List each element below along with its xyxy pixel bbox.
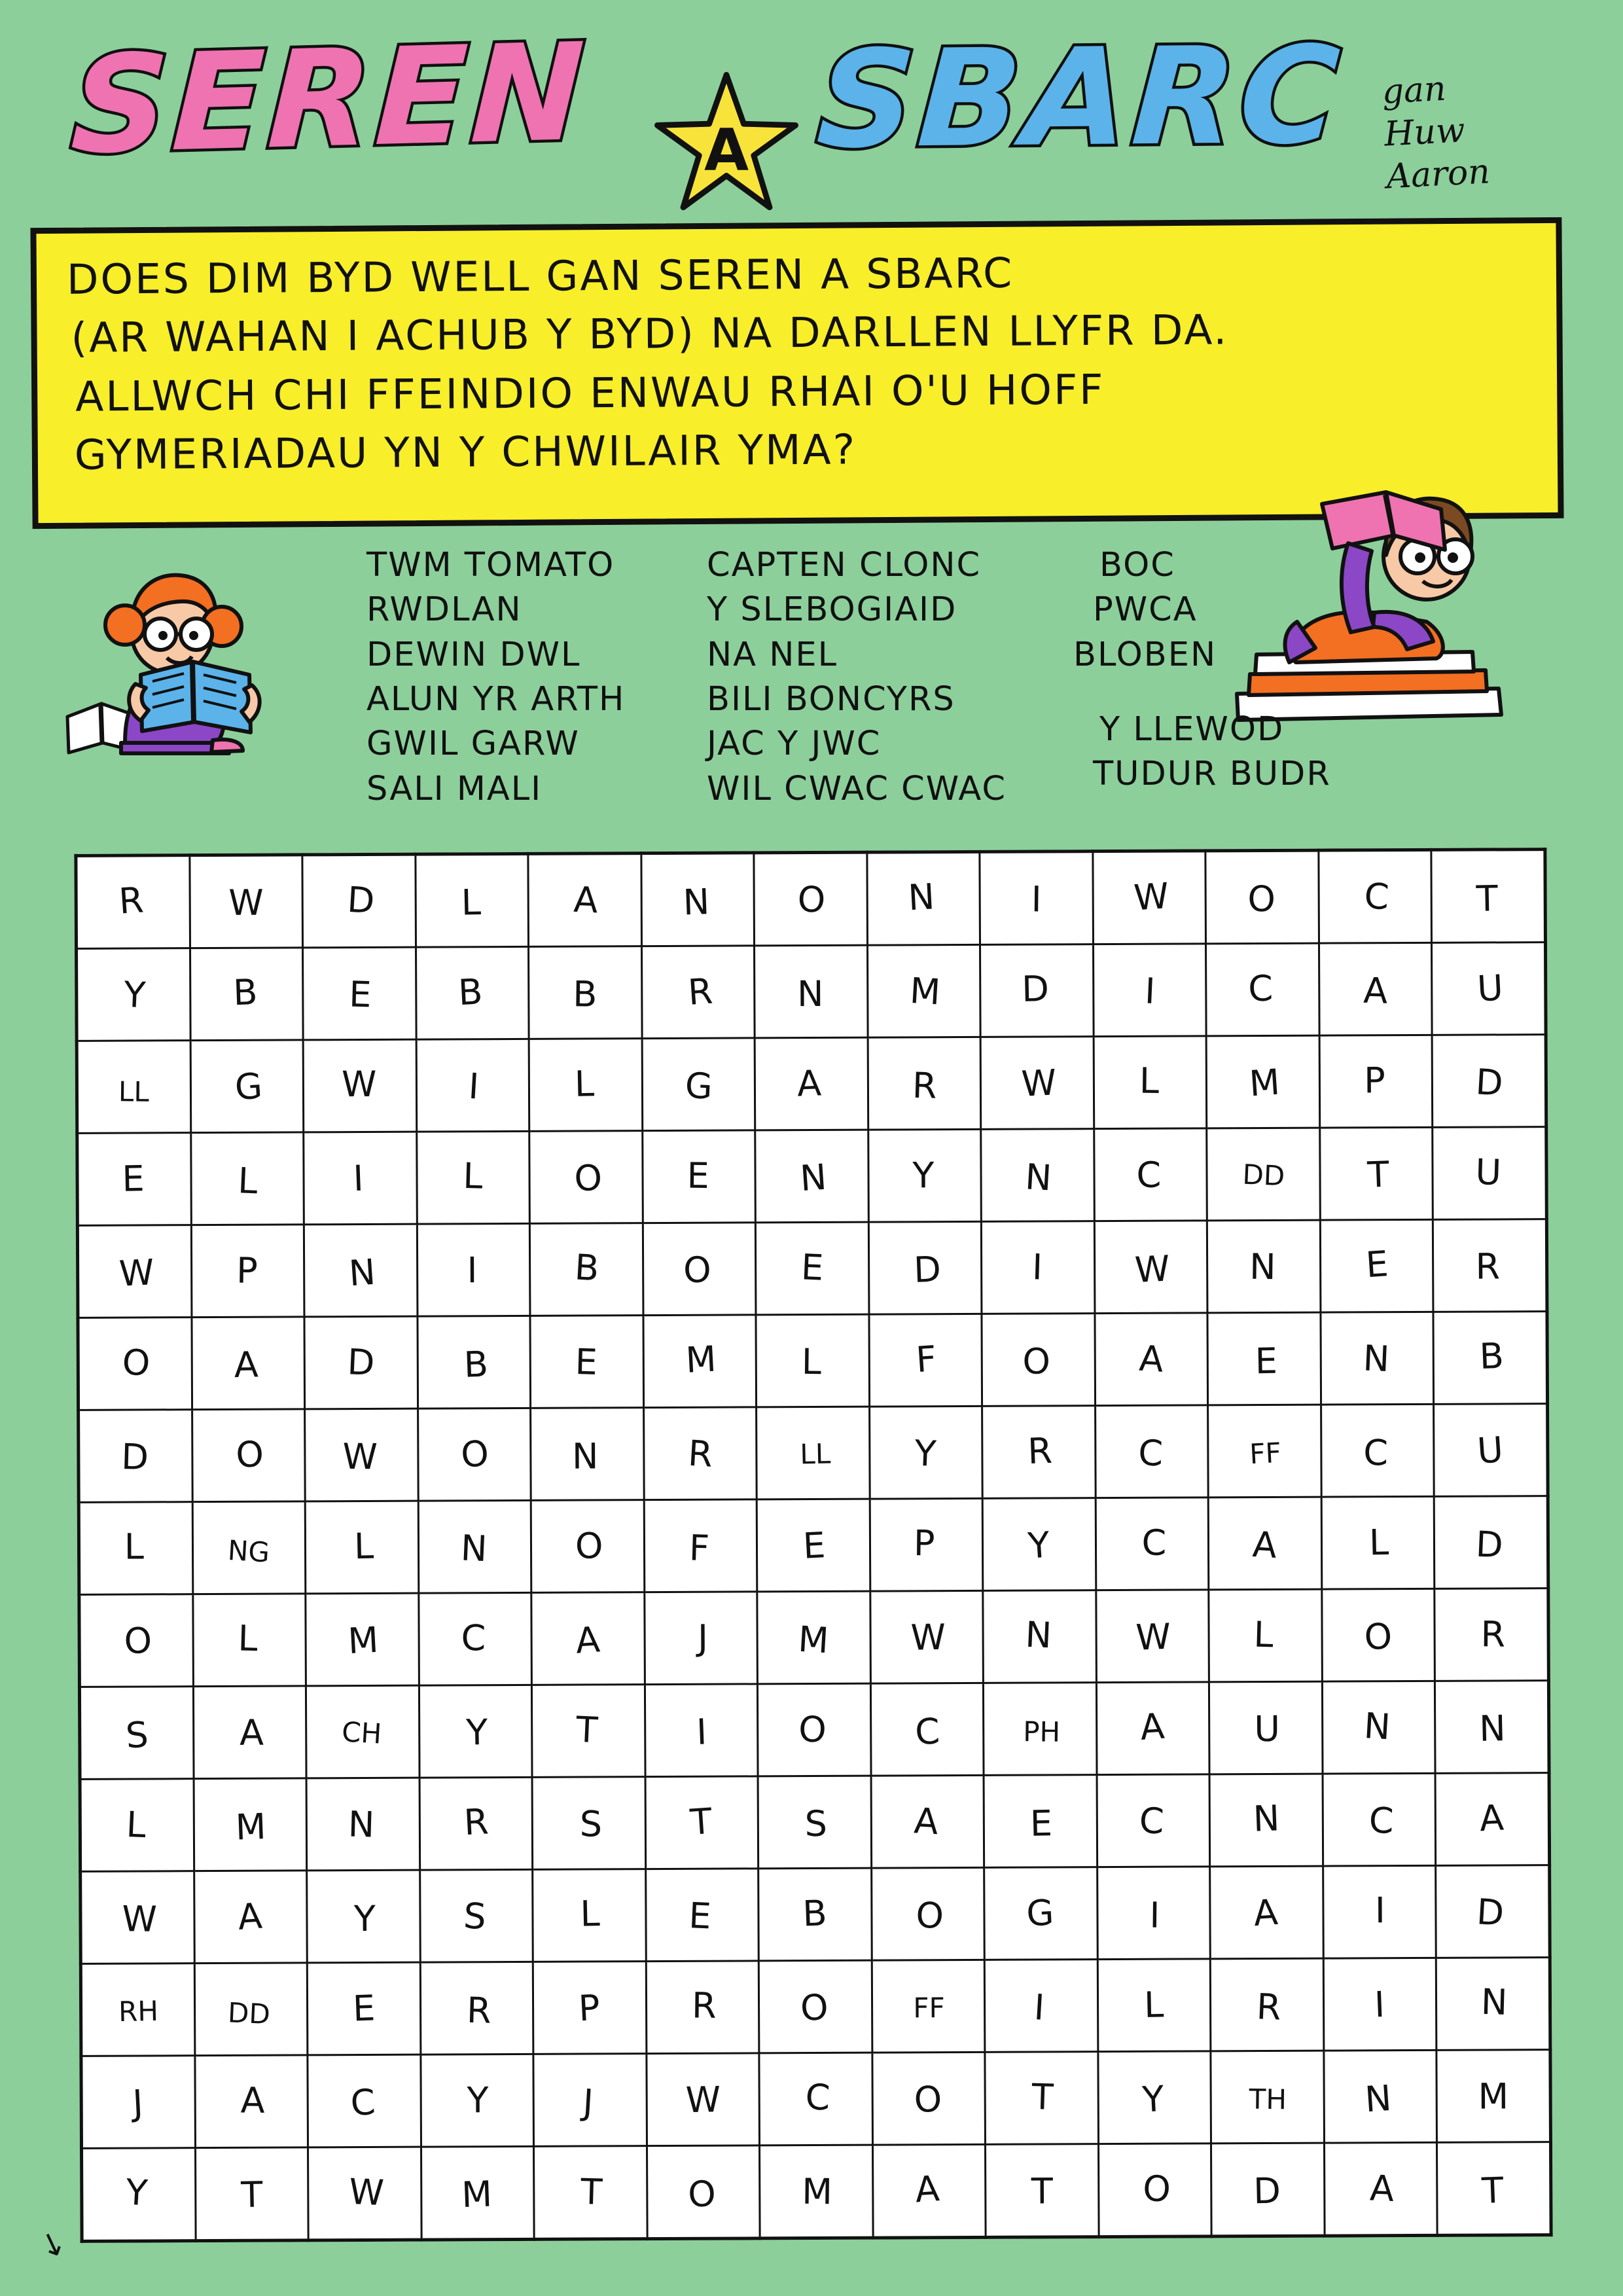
grid-cell[interactable]: N — [304, 1224, 417, 1317]
grid-cell[interactable]: J — [533, 2054, 647, 2147]
grid-cell[interactable]: R — [982, 1406, 1096, 1499]
grid-cell[interactable]: I — [304, 1132, 417, 1225]
grid-cell[interactable]: E — [756, 1222, 869, 1315]
grid-cell[interactable]: L — [1209, 1589, 1322, 1682]
grid-cell[interactable]: O — [643, 1223, 756, 1316]
word-list-item: CAPTEN CLONC — [707, 546, 982, 584]
grid-cell[interactable]: NG — [192, 1501, 306, 1594]
grid-cell[interactable]: Y — [307, 1870, 420, 1963]
grid-cell[interactable]: E — [1320, 1219, 1433, 1312]
grid-cell[interactable]: N — [755, 945, 868, 1038]
grid-cell[interactable]: F — [869, 1314, 982, 1407]
grid-cell[interactable]: I — [645, 1684, 758, 1777]
grid-cell[interactable]: PH — [984, 1683, 1097, 1776]
grid-cell[interactable]: B — [529, 946, 642, 1039]
word-list-column-3 — [1073, 543, 1331, 797]
grid-cell[interactable]: P — [191, 1225, 304, 1318]
grid-cell[interactable]: M — [421, 2146, 534, 2240]
grid-cell[interactable]: N — [1321, 1312, 1434, 1405]
grid-cell[interactable]: A — [1095, 1313, 1208, 1406]
byline-line-1: gan — [1381, 69, 1448, 112]
grid-cell[interactable]: N — [983, 1590, 1096, 1683]
grid-cell[interactable]: A — [755, 1037, 868, 1130]
grid-cell[interactable]: W — [308, 2147, 421, 2240]
grid-cell[interactable]: C — [1096, 1498, 1209, 1590]
byline-line-3: Aaron — [1385, 152, 1491, 197]
grid-cell[interactable]: A — [531, 1592, 645, 1685]
grid-cell[interactable]: I — [982, 1221, 1095, 1314]
grid-cell[interactable]: C — [418, 1592, 531, 1685]
grid-row — [79, 1681, 1549, 1780]
grid-cell[interactable]: N — [306, 1778, 419, 1871]
grid-cell[interactable]: L — [305, 1501, 418, 1594]
grid-cell[interactable]: D — [1211, 2143, 1325, 2236]
grid-cell[interactable]: L — [79, 1502, 192, 1595]
grid-cell[interactable]: D — [79, 1410, 192, 1503]
grid-cell[interactable]: A — [872, 2144, 986, 2238]
word-list-item: BILI BONCYRS — [707, 679, 955, 719]
grid-cell[interactable]: E — [303, 947, 416, 1040]
word-list-column-2 — [707, 543, 1007, 812]
byline-line-2: Huw — [1383, 111, 1466, 154]
grid-cell[interactable]: R — [1433, 1219, 1547, 1312]
grid-cell[interactable]: DD — [1207, 1128, 1320, 1221]
grid-cell[interactable]: E — [645, 1869, 758, 1962]
grid-cell[interactable]: D — [304, 1316, 418, 1409]
grid-cell[interactable]: W — [647, 2053, 760, 2146]
grid-cell[interactable]: B — [418, 1316, 531, 1408]
grid-cell[interactable]: W — [189, 855, 302, 948]
grid-cell[interactable]: A — [1096, 1682, 1209, 1775]
grid-row — [77, 1035, 1546, 1134]
grid-cell[interactable]: A — [1208, 1497, 1321, 1590]
grid-cell[interactable]: M — [306, 1593, 419, 1686]
word-search-grid — [77, 851, 1550, 2215]
footer-mark: ↘ — [33, 2221, 71, 2266]
grid-cell[interactable]: N — [1322, 1681, 1435, 1774]
grid-cell[interactable]: O — [1205, 850, 1319, 944]
grid-cell[interactable]: U — [1432, 942, 1546, 1035]
grid-cell[interactable]: A — [194, 2055, 308, 2148]
grid-cell[interactable]: I — [1323, 1865, 1436, 1958]
grid-cell[interactable]: I — [980, 852, 1093, 945]
grid-cell[interactable]: Y — [77, 948, 190, 1041]
grid-cell[interactable]: N — [641, 853, 755, 946]
grid-row — [77, 942, 1546, 1041]
grid-cell[interactable]: L — [190, 1132, 304, 1225]
word-list-item: PWCA — [1093, 590, 1198, 630]
grid-cell[interactable]: B — [416, 946, 529, 1039]
grid-cell[interactable]: R — [76, 855, 190, 949]
word-list-item: TWM TOMATO — [366, 546, 615, 584]
word-list-item: NA NEL — [707, 635, 838, 674]
grid-cell[interactable]: T — [1319, 1127, 1433, 1220]
grid-cell[interactable]: A — [528, 853, 641, 947]
grid-cell[interactable]: A — [1324, 2142, 1437, 2236]
grid-cell[interactable]: LL — [757, 1407, 870, 1499]
grid-cell[interactable]: Y — [868, 1129, 981, 1222]
grid-cell[interactable]: M — [867, 944, 980, 1037]
grid-cell[interactable]: B — [1433, 1312, 1547, 1405]
grid-cell[interactable]: N — [1209, 1774, 1323, 1867]
grid-cell[interactable]: C — [1206, 943, 1319, 1036]
grid-cell[interactable]: I — [417, 1223, 530, 1316]
grid-cell[interactable]: O — [1322, 1588, 1435, 1681]
grid-row — [80, 1958, 1550, 2056]
grid-row — [81, 2050, 1551, 2149]
word-list-item: BLOBEN — [1073, 635, 1217, 674]
grid-cell[interactable]: A — [193, 1686, 306, 1779]
grid-cell[interactable]: B — [758, 1868, 872, 1961]
grid-cell[interactable]: D — [302, 854, 416, 948]
grid-cell[interactable]: TH — [1211, 2051, 1324, 2144]
grid-cell[interactable]: N — [1435, 1681, 1549, 1774]
grid-cell[interactable]: L — [533, 1869, 646, 1962]
grid-cell[interactable]: I — [1323, 1958, 1436, 2051]
grid-cell[interactable]: RH — [80, 1964, 194, 2056]
grid-cell[interactable]: R — [646, 1961, 759, 2054]
grid-cell[interactable]: N — [1207, 1220, 1321, 1313]
grid-cell[interactable]: C — [1319, 850, 1432, 943]
word-list-item: GWIL GARW — [366, 725, 580, 764]
grid-cell[interactable]: R — [643, 1407, 757, 1500]
grid-cell[interactable]: S — [79, 1687, 193, 1780]
grid-cell[interactable]: J — [81, 2056, 195, 2149]
grid-cell[interactable]: I — [416, 1039, 529, 1132]
grid-cell[interactable]: L — [1321, 1496, 1435, 1589]
grid-cell[interactable]: M — [1436, 2050, 1550, 2143]
grid-cell[interactable]: M — [194, 1778, 307, 1871]
word-list-item: ALUN YR ARTH — [366, 679, 626, 719]
intro-line-2: (AR WAHAN I ACHUB Y BYD) NA DARLLEN LLYFR DA. — [71, 306, 1229, 363]
grid-cell[interactable]: S — [532, 1777, 645, 1870]
grid-cell[interactable]: C — [1321, 1404, 1434, 1497]
grid-cell[interactable]: A — [1210, 1866, 1323, 1959]
grid-cell[interactable]: G — [190, 1040, 304, 1133]
grid-cell[interactable]: A — [1435, 1773, 1549, 1866]
grid-row — [79, 1404, 1548, 1503]
grid-cell[interactable]: W — [77, 1225, 191, 1318]
grid-cell[interactable]: A — [1319, 942, 1432, 1035]
grid-cell[interactable]: F — [644, 1499, 757, 1592]
grid-cell[interactable]: L — [529, 1039, 642, 1132]
grid-cell[interactable]: C — [1323, 1773, 1436, 1866]
grid-cell[interactable]: C — [870, 1683, 984, 1776]
grid-cell[interactable]: O — [531, 1500, 644, 1593]
grid-cell[interactable]: N — [755, 1130, 868, 1223]
grid-row — [77, 1127, 1547, 1226]
grid-row — [76, 850, 1546, 949]
grid-cell[interactable]: L — [416, 1131, 529, 1224]
grid-cell[interactable]: L — [1094, 1036, 1207, 1129]
grid-cell[interactable]: Y — [982, 1498, 1096, 1591]
svg-text:A: A — [704, 116, 749, 184]
word-list-item: JAC Y JWC — [707, 725, 882, 764]
grid-cell[interactable]: O — [982, 1314, 1095, 1407]
grid-cell[interactable]: O — [871, 1867, 984, 1960]
intro-line-1: DOES DIM BYD WELL GAN SEREN A SBARC — [66, 249, 1014, 304]
word-list-item: RWDLAN — [366, 590, 522, 630]
grid-cell[interactable]: T — [645, 1776, 758, 1869]
grid-cell[interactable]: W — [80, 1871, 194, 1964]
grid-cell[interactable]: E — [757, 1499, 870, 1592]
grid-cell[interactable]: M — [760, 2145, 873, 2238]
grid-cell[interactable]: Y — [420, 2054, 533, 2147]
grid-cell[interactable]: R — [1435, 1588, 1548, 1681]
word-list — [366, 543, 1479, 851]
grid-cell[interactable]: Y — [419, 1685, 532, 1778]
grid-cell[interactable]: E — [642, 1130, 755, 1223]
grid-row — [80, 1773, 1550, 1872]
grid-cell[interactable]: L — [80, 1779, 194, 1872]
grid-cell[interactable]: L — [1097, 1959, 1211, 2052]
grid-cell[interactable]: T — [985, 2052, 1098, 2145]
grid-cell[interactable]: FF — [1208, 1405, 1321, 1498]
grid-cell[interactable]: O — [1098, 2144, 1211, 2237]
grid-cell[interactable]: A — [194, 1871, 307, 1964]
grid-cell[interactable]: N — [418, 1500, 531, 1593]
grid-cell[interactable]: O — [754, 852, 867, 946]
grid-cell[interactable]: T — [1431, 850, 1545, 943]
grid-cell[interactable]: C — [308, 2054, 421, 2147]
grid-cell[interactable]: N — [531, 1408, 644, 1501]
grid-cell[interactable]: M — [1206, 1035, 1319, 1128]
grid-cell[interactable]: N — [981, 1129, 1094, 1222]
grid-cell[interactable]: W — [305, 1408, 418, 1501]
intro-line-3: ALLWCH CHI FFEINDIO ENWAU RHAI O'U HOFF — [75, 365, 1105, 421]
byline — [1381, 60, 1603, 198]
grid-cell[interactable]: FF — [872, 1960, 985, 2053]
grid-cell[interactable]: W — [870, 1590, 983, 1683]
grid-cell[interactable]: S — [419, 1869, 533, 1962]
grid-cell[interactable]: B — [529, 1223, 643, 1316]
grid-cell[interactable]: Y — [869, 1406, 982, 1499]
star-icon — [651, 72, 802, 216]
grid-cell[interactable]: G — [642, 1038, 755, 1131]
grid-table — [74, 848, 1552, 2243]
grid-cell[interactable]: Y — [1098, 2051, 1211, 2144]
grid-cell[interactable]: T — [986, 2144, 1099, 2238]
word-list-item: Y LLEWOD — [1099, 709, 1285, 749]
word-list-item: BOC — [1099, 546, 1175, 584]
grid-cell[interactable]: DD — [194, 1963, 308, 2056]
grid-cell[interactable]: E — [530, 1316, 643, 1408]
grid-cell[interactable]: D — [980, 944, 1094, 1037]
grid-cell[interactable]: L — [756, 1314, 869, 1407]
grid-cell[interactable]: O — [192, 1409, 305, 1502]
grid-cell[interactable]: E — [984, 1775, 1097, 1868]
grid-cell[interactable]: O — [418, 1408, 531, 1501]
grid-cell[interactable]: T — [532, 1685, 645, 1778]
grid-cell[interactable]: CH — [306, 1685, 419, 1778]
grid-cell[interactable]: M — [643, 1315, 757, 1408]
grid-cell[interactable]: M — [757, 1591, 870, 1684]
grid-cell[interactable]: P — [870, 1498, 983, 1591]
grid-cell[interactable]: I — [1093, 944, 1206, 1037]
grid-cell[interactable]: O — [529, 1131, 643, 1224]
grid-cell[interactable]: E — [307, 1962, 420, 2055]
word-list-item: WIL CWAC CWAC — [707, 769, 1007, 808]
grid-cell[interactable]: E — [1207, 1312, 1321, 1405]
grid-cell[interactable]: T — [1437, 2142, 1551, 2236]
grid-cell[interactable]: LL — [77, 1041, 190, 1134]
grid-cell[interactable]: N — [1436, 1958, 1550, 2051]
grid-cell[interactable]: D — [1434, 1496, 1548, 1589]
grid-cell[interactable]: P — [533, 1962, 646, 2054]
grid-row — [79, 1496, 1548, 1595]
grid-cell[interactable]: O — [79, 1594, 193, 1687]
grid-cell[interactable]: O — [78, 1318, 192, 1410]
grid-cell[interactable]: P — [1319, 1035, 1433, 1128]
title-word-sbarc: SBARC — [813, 18, 1347, 179]
grid-row — [82, 2142, 1552, 2242]
grid-cell[interactable]: T — [195, 2147, 308, 2241]
grid-cell[interactable]: D — [1436, 1865, 1550, 1958]
grid-cell[interactable]: O — [758, 1960, 872, 2053]
grid-cell[interactable]: R — [419, 1777, 533, 1870]
grid-cell[interactable]: W — [980, 1037, 1094, 1130]
grid-cell[interactable]: D — [868, 1221, 982, 1314]
grid-cell[interactable]: A — [192, 1317, 305, 1410]
grid-cell[interactable]: W — [1094, 1221, 1207, 1314]
grid-cell[interactable]: U — [1433, 1127, 1546, 1220]
grid-cell[interactable]: R — [641, 946, 755, 1039]
grid-cell[interactable]: C — [759, 2053, 872, 2145]
grid-cell[interactable]: J — [644, 1592, 757, 1685]
word-list-column-1 — [366, 543, 625, 812]
grid-cell[interactable]: G — [984, 1867, 1097, 1960]
grid-cell[interactable]: R — [1210, 1958, 1323, 2051]
grid-cell[interactable]: C — [1094, 1128, 1207, 1221]
word-list-item: TUDUR BUDR — [1093, 755, 1331, 794]
grid-cell[interactable]: E — [77, 1133, 191, 1226]
grid-cell[interactable]: O — [872, 2052, 986, 2145]
grid-cell[interactable]: R — [868, 1037, 981, 1130]
title-word-seren: SEREN — [68, 14, 591, 185]
word-list-item: DEWIN DWL — [366, 635, 581, 674]
grid-cell[interactable]: R — [420, 1962, 533, 2054]
grid-cell[interactable]: W — [1096, 1590, 1209, 1683]
grid-cell[interactable]: W — [1093, 851, 1206, 944]
grid-cell[interactable]: L — [415, 853, 528, 947]
grid-cell[interactable]: O — [647, 2145, 760, 2239]
grid-cell[interactable]: U — [1434, 1404, 1548, 1497]
grid-cell[interactable]: C — [1097, 1774, 1210, 1867]
grid-cell[interactable]: O — [758, 1683, 871, 1776]
grid-cell[interactable]: N — [867, 852, 980, 945]
grid-cell[interactable]: B — [190, 948, 303, 1041]
grid-row — [80, 1865, 1550, 1964]
word-list-item: Y SLEBOGIAID — [707, 590, 957, 630]
word-list-item: SALI MALI — [366, 769, 543, 808]
grid-cell[interactable]: I — [984, 1960, 1097, 2053]
grid-cell[interactable]: L — [192, 1594, 306, 1687]
grid-cell[interactable]: C — [1095, 1405, 1208, 1498]
grid-cell[interactable]: T — [534, 2146, 647, 2240]
grid-cell[interactable]: W — [303, 1039, 416, 1132]
grid-cell[interactable]: S — [758, 1776, 871, 1869]
grid-row — [77, 1219, 1547, 1318]
grid-cell[interactable]: U — [1209, 1681, 1323, 1774]
grid-row — [79, 1588, 1549, 1687]
title-bar — [0, 14, 1623, 216]
grid-cell[interactable]: A — [871, 1775, 984, 1868]
grid-cell[interactable]: Y — [82, 2148, 196, 2242]
character-girl-reading-illustration — [62, 547, 337, 762]
grid-cell[interactable]: I — [1097, 1867, 1210, 1960]
grid-cell[interactable]: N — [1324, 2050, 1437, 2143]
grid-row — [78, 1312, 1548, 1410]
intro-line-4: GYMERIADAU YN Y CHWILAIR YMA? — [74, 425, 857, 480]
grid-cell[interactable]: D — [1432, 1035, 1546, 1128]
